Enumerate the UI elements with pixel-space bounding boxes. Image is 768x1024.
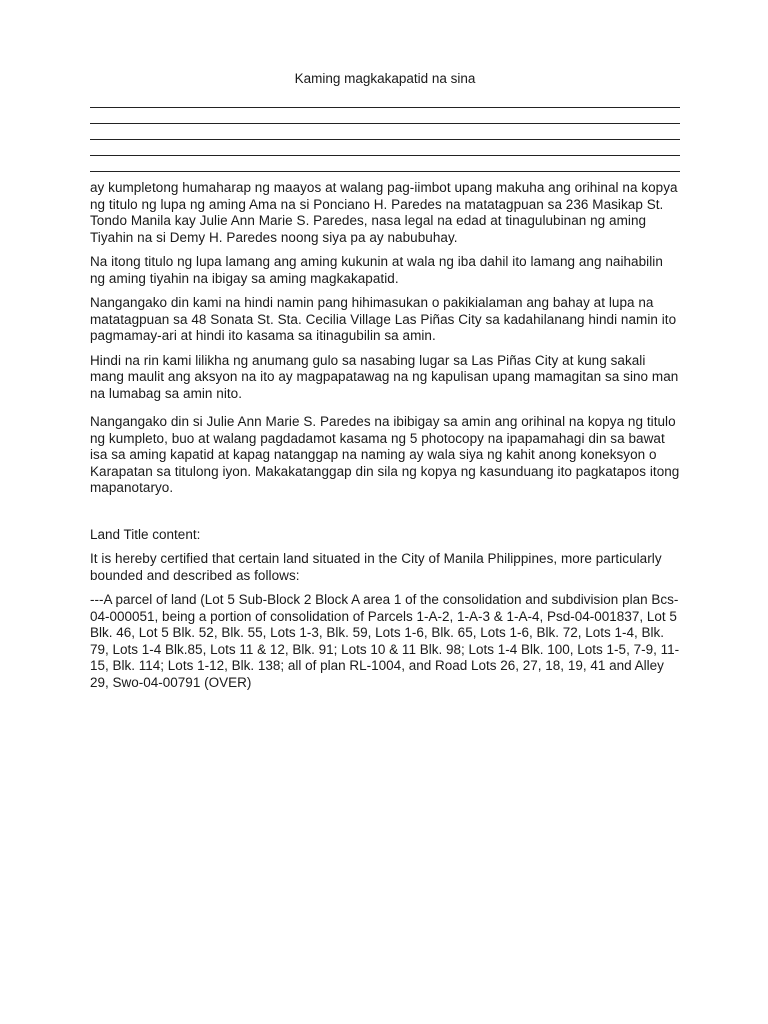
document-title: Kaming magkakapatid na sina: [294, 71, 476, 86]
blank-name-lines: [90, 92, 680, 172]
paragraph-original-copy: Nangangako din si Julie Ann Marie S. Paredes na ibibigay sa amin ang orihinal na kopya ng titulo ng kumpleto, buo at walang pagdadamot kasama ng 5 photocopy na ipapamahagi din sa bawat isa sa aming kapatid at kapag natanggap na naming ay wala siya ng kahit anong koneksyon o Karapatan sa titulong iyon. Makakatanggap din sila ng kopya ng kasunduang ito pagkatapos itong mapanotaryo.: [90, 414, 680, 495]
paragraph-intro: ay kumpletong humaharap ng maayos at walang pag-iimbot upang makuha ang orihinal na kopya ng titulo ng lupa ng aming Ama na si Ponciano H. Paredes na matatagpuan sa 236 Masikap St. Tondo Manila kay Julie Ann Marie S. Paredes, nasa legal na edad at tinagulubinan ng aming Tiyahin na si Demy H. Paredes noong siya pa ay nabubuhay.: [90, 180, 678, 245]
paragraph-no-trouble: Hindi na rin kami lilikha ng anumang gulo sa nasabing lugar sa Las Piñas City at kung sakali mang maulit ang aksyon na ito ay magpapatawag na ng kapulisan upang mamagitan sa sino man na lumabag sa amin nito.: [90, 352, 679, 401]
land-title-heading: Land Title content:: [90, 526, 201, 542]
blank-line: [90, 124, 680, 140]
blank-line: [90, 92, 680, 108]
paragraph-title-only: Na itong titulo ng lupa lamang ang aming kukunin at wala ng iba dahil ito lamang ang naihabilin ng aming tiyahin na ibigay sa aming magkakapatid.: [90, 254, 663, 286]
blank-line: [90, 140, 680, 156]
land-title-intro: It is hereby certified that certain land situated in the City of Manila Philippines, more particularly bounded and described as follows:: [90, 551, 662, 583]
paragraph-house-promise: Nangangako din kami na hindi namin pang hihimasukan o pakikialaman ang bahay at lupa na matatagpuan sa 48 Sonata St. Sta. Cecilia Village Las Piñas City sa kadahilanang hindi namin ito pagmamay-ari at hindi ito kasama sa itinagubilin sa amin.: [90, 295, 677, 343]
blank-line: [90, 108, 680, 124]
blank-line: [90, 156, 680, 172]
land-title-body: ---A parcel of land (Lot 5 Sub-Block 2 Block A area 1 of the consolidation and subdivision plan Bcs-04-000051, being a portion of consolidation of Parcels 1-A-2, 1-A-3 & 1-A-4, Psd-04-001837, Lot 5 Blk. 46, Lot 5 Blk. 52, Blk. 55, Lots 1-3, Blk. 59, Lots 1-6, Blk. 65, Lots 1-6, Blk. 72, Lots 1-4, Blk. 79, Lots 1-4 Blk.85, Lots 11 & 12, Blk. 91; Lots 10 & 11 Blk. 98; Lots 1-4 Blk. 100, Lots 1-5, 7-9, 11-15, Blk. 114; Lots 1-12, Blk. 138; all of plan RL-1004, and Road Lots 26, 27, 18, 19, 41 and Alley 29, Swo-04-00791 (OVER): [90, 592, 680, 690]
document-page: [90, 70, 680, 691]
